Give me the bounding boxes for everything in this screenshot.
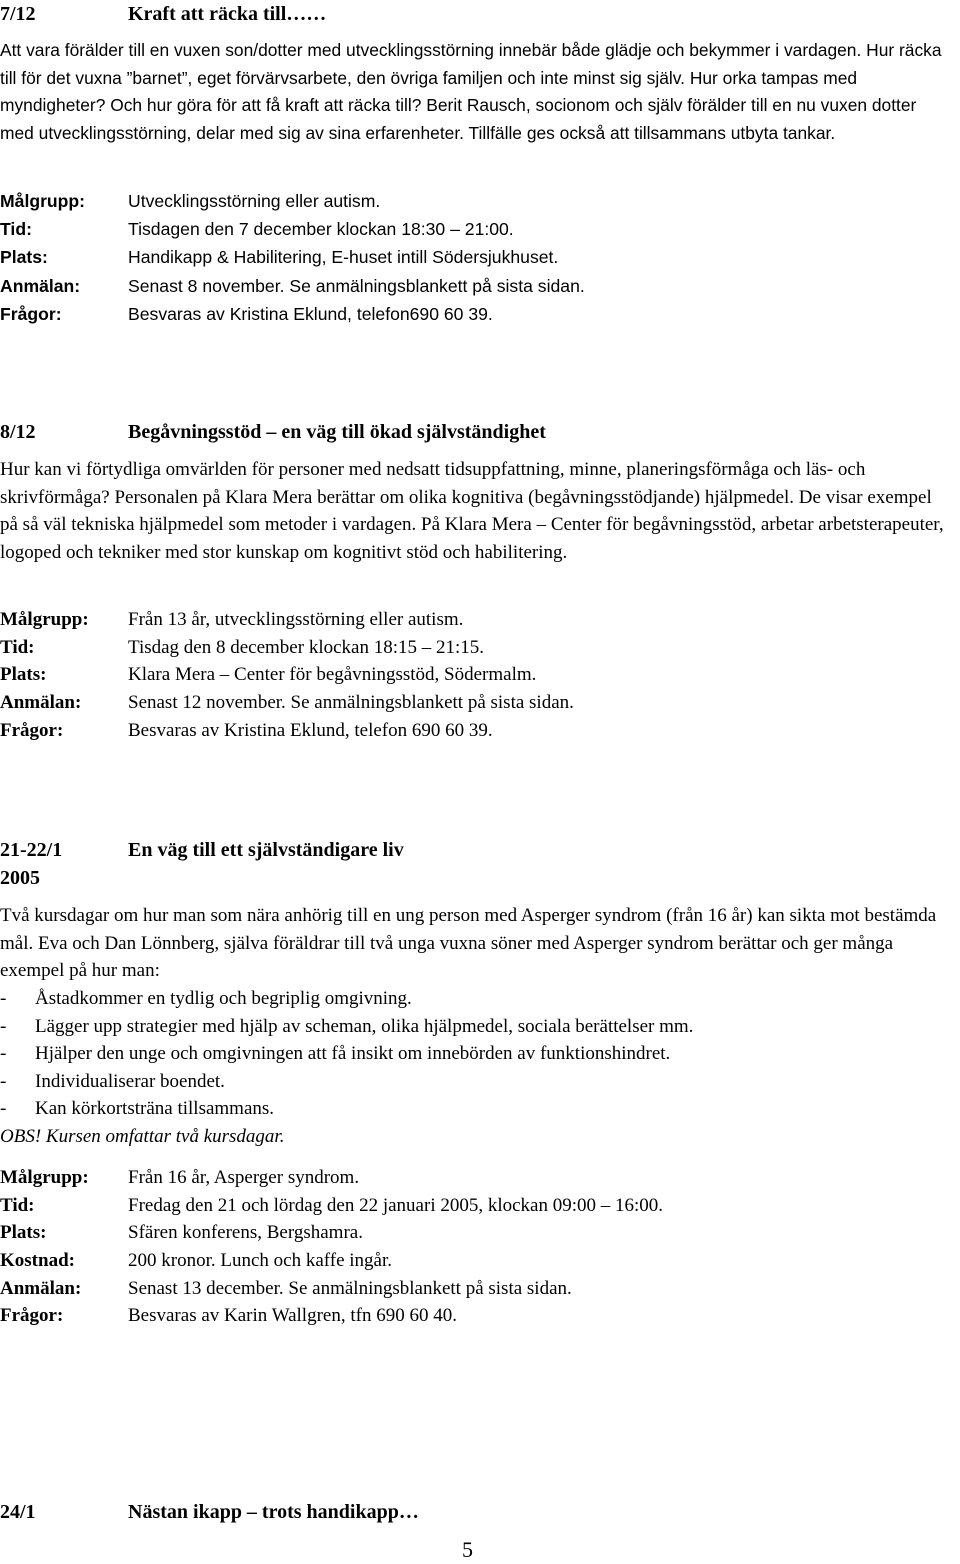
section-title: Kraft att räcka till……	[128, 3, 327, 25]
detail-value: Senast 8 november. Se anmälningsblankett på sista sidan.	[128, 275, 585, 296]
section-description: Två kursdagar om hur man som nära anhörig till en ung person med Asperger syndrom (från 16 år) kan sikta mot bestämda mål. Eva och Dan Lönnberg, själva föräldrar till två unga vuxna söner med Asperger syndrom berättar och ger många exempel på hur man:	[0, 905, 937, 982]
detail-label: Tid:	[0, 1194, 35, 1216]
detail-label: Plats:	[0, 664, 47, 686]
section-description: Att vara förälder till en vuxen son/dotter med utvecklingsstörning innebär både glädje och bekymmer i vardagen. Hur räcka till för det vuxna ”barnet”, eget förvärvsarbete, den övriga familjen och inte minst sig själv. Hur orka tampas med myndigheter? Och hur göra för att få kraft att räcka till? Berit Rausch, socionom och själv förälder till en nu vuxen dotter med utvecklingsstörning, delar med sig av sina erfarenheter. Tillfälle ges också att tillsammans utbyta tankar.	[0, 40, 942, 143]
detail-value: Fredag den 21 och lördag den 22 januari 2005, klockan 09:00 – 16:00.	[128, 1194, 664, 1216]
section-title: En väg till ett självständigare liv	[128, 839, 404, 861]
section-date: 7/12	[0, 3, 36, 25]
detail-value: Besvaras av Karin Wallgren, tfn 690 60 40.	[128, 1305, 457, 1327]
detail-row-time	[0, 215, 940, 243]
bullet-text: Lägger upp strategier med hjälp av scheman, olika hjälpmedel, sociala berättelser mm.	[35, 1015, 694, 1037]
detail-label: Kostnad:	[0, 1250, 75, 1272]
event-details	[0, 1164, 940, 1330]
detail-label: Tid:	[0, 636, 35, 658]
detail-row-registration	[0, 689, 940, 717]
detail-label: Plats:	[0, 247, 48, 268]
list-item	[0, 1095, 940, 1123]
detail-value: Besvaras av Kristina Eklund, telefon 690 60 39.	[128, 719, 493, 741]
detail-value: Senast 12 november. Se anmälningsblankett på sista sidan.	[128, 692, 574, 714]
bullet-dash: -	[0, 1070, 7, 1092]
detail-row-cost	[0, 1247, 940, 1275]
bullet-list	[0, 985, 940, 1123]
detail-value: Från 13 år, utvecklingsstörning eller autism.	[128, 609, 464, 630]
detail-label: Frågor:	[0, 303, 62, 324]
detail-row-questions	[0, 300, 940, 328]
list-item	[0, 985, 940, 1013]
detail-label: Anmälan:	[0, 275, 81, 296]
list-item	[0, 1040, 940, 1068]
detail-value: Handikapp & Habilitering, E-huset intill Södersjukhuset.	[128, 247, 559, 268]
bullet-text: Individualiserar boendet.	[35, 1070, 225, 1092]
detail-value: Senast 13 december. Se anmälningsblankett på sista sidan.	[128, 1277, 572, 1299]
detail-row-questions	[0, 717, 940, 745]
detail-row-registration	[0, 1275, 940, 1303]
detail-value: 200 kronor. Lunch och kaffe ingår.	[128, 1250, 392, 1272]
course-note: OBS! Kursen omfattar två kursdagar.	[0, 1126, 285, 1147]
detail-row-time	[0, 634, 940, 662]
detail-value: Tisdagen den 7 december klockan 18:30 – 21:00.	[128, 219, 514, 240]
section-date: 21-22/1	[0, 839, 63, 861]
detail-label: Anmälan:	[0, 1277, 82, 1299]
detail-label: Målgrupp:	[0, 609, 89, 630]
detail-row-place	[0, 1219, 940, 1247]
detail-label: Tid:	[0, 219, 32, 240]
bullet-dash: -	[0, 1043, 7, 1065]
detail-row-time	[0, 1192, 940, 1220]
detail-value: Utvecklingsstörning eller autism.	[128, 191, 381, 211]
detail-value: Klara Mera – Center för begåvningsstöd, Södermalm.	[128, 664, 537, 686]
detail-row-target-group	[0, 187, 940, 215]
section-date: 24/1	[0, 1501, 36, 1523]
list-item	[0, 1068, 940, 1096]
event-details	[0, 187, 940, 328]
detail-row-questions	[0, 1302, 940, 1330]
section-year: 2005	[0, 867, 40, 889]
detail-value: Tisdag den 8 december klockan 18:15 – 21:15.	[128, 636, 485, 658]
list-item	[0, 1013, 940, 1041]
detail-label: Plats:	[0, 1222, 47, 1244]
event-details	[0, 606, 940, 744]
bullet-dash: -	[0, 1098, 7, 1120]
bullet-text: Kan körkortsträna tillsammans.	[35, 1098, 275, 1120]
detail-row-place	[0, 243, 940, 271]
detail-row-target-group	[0, 1164, 940, 1192]
detail-label: Målgrupp:	[0, 1167, 89, 1188]
section-title: Nästan ikapp – trots handikapp…	[128, 1501, 419, 1523]
detail-value: Besvaras av Kristina Eklund, telefon690 60 39.	[128, 303, 493, 324]
detail-label: Anmälan:	[0, 692, 82, 714]
section-date: 8/12	[0, 421, 36, 443]
detail-row-registration	[0, 272, 940, 300]
section-title: Begåvningsstöd – en väg till ökad självständighet	[128, 421, 546, 443]
detail-value: Från 16 år, Asperger syndrom.	[128, 1167, 360, 1188]
section-description: Hur kan vi förtydliga omvärlden för personer med nedsatt tidsuppfattning, minne, planeringsförmåga och läs- och skrivförmåga? Personalen på Klara Mera berättar om olika kognitiva (begåvningsstödjande) hjälpmedel. De visar exempel på så väl tekniska hjälpmedel som metoder i vardagen. På Klara Mera – Center för begåvningsstöd, arbetar arbetsterapeuter, logoped och tekniker med stor kunskap om kognitivt stöd och habilitering.	[0, 459, 944, 563]
bullet-text: Hjälper den unge och omgivningen att få insikt om innebörden av funktionshindret.	[35, 1043, 671, 1065]
page-number: 5	[462, 1537, 473, 1562]
bullet-text: Åstadkommer en tydlig och begriplig omgivning.	[35, 988, 412, 1009]
detail-row-place	[0, 661, 940, 689]
detail-row-target-group	[0, 606, 940, 634]
detail-label: Frågor:	[0, 1305, 64, 1327]
bullet-dash: -	[0, 1015, 7, 1037]
detail-value: Sfären konferens, Bergshamra.	[128, 1222, 363, 1244]
detail-label: Frågor:	[0, 719, 64, 741]
detail-label: Målgrupp:	[0, 191, 86, 211]
bullet-dash: -	[0, 988, 7, 1009]
